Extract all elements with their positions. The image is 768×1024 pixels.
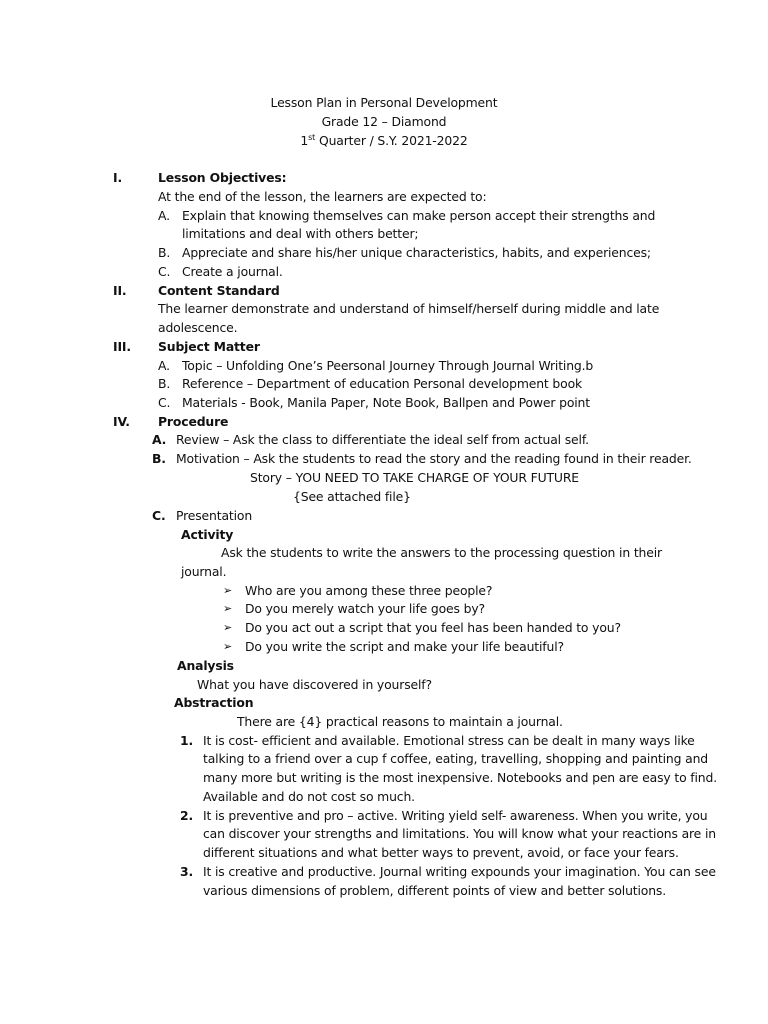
quarter-line: 1st Quarter / S.Y. 2021-2022 — [300, 132, 468, 148]
list-item: Presentation — [176, 508, 253, 523]
section-heading: Content Standard — [158, 283, 280, 298]
list-item: Materials - Book, Manila Paper, Note Book, Ballpen and Power point — [182, 395, 590, 410]
list-letter: B. — [158, 376, 171, 391]
section-number: III. — [113, 339, 131, 354]
list-letter: B. — [152, 451, 166, 466]
list-item: Motivation – Ask the students to read the story and the reading found in their reader. — [176, 451, 692, 466]
arrow-bullet-icon: ➢ — [223, 602, 233, 615]
list-item: Review – Ask the class to differentiate the ideal self from actual self. — [176, 432, 589, 447]
reason-line: various dimensions of problem, different points of view and better solutions. — [203, 883, 667, 898]
section-number: IV. — [113, 414, 130, 429]
story-title: Story – YOU NEED TO TAKE CHARGE OF YOUR FUTURE — [250, 470, 579, 485]
arrow-bullet-icon: ➢ — [223, 584, 233, 597]
list-letter: C. — [152, 508, 166, 523]
activity-heading: Activity — [181, 527, 234, 542]
arrow-bullet-icon: ➢ — [223, 640, 233, 653]
reason-line: many more but writing is the most inexpensive. Notebooks and pen are easy to find. — [203, 770, 717, 785]
question-item: Do you write the script and make your life beautiful? — [245, 639, 564, 654]
list-item-continued: limitations and deal with others better; — [182, 226, 419, 241]
list-item: Appreciate and share his/her unique characteristics, habits, and experiences; — [182, 245, 651, 260]
list-item: Explain that knowing themselves can make person accept their strengths and — [182, 208, 656, 223]
list-number: 3. — [180, 864, 194, 879]
paragraph-line: Ask the students to write the answers to the processing question in their — [221, 545, 662, 560]
analysis-heading: Analysis — [177, 658, 234, 673]
paragraph-line: journal. — [181, 564, 227, 579]
reason-line: talking to a friend over a cup f coffee, eating, travelling, shopping and painting and — [203, 751, 708, 766]
section-heading: Lesson Objectives: — [158, 170, 287, 185]
list-letter: A. — [158, 358, 170, 373]
reason-line: It is cost- efficient and available. Emotional stress can be dealt in many ways like — [203, 733, 695, 748]
section-number: I. — [113, 170, 123, 185]
grade-line: Grade 12 – Diamond — [321, 114, 447, 129]
reason-line: It is creative and productive. Journal writing expounds your imagination. You can see — [203, 864, 716, 879]
question-item: Do you act out a script that you feel has been handed to you? — [245, 620, 621, 635]
question-item: Do you merely watch your life goes by? — [245, 601, 485, 616]
section-heading: Procedure — [158, 414, 229, 429]
reason-line: It is preventive and pro – active. Writing yield self- awareness. When you write, you — [203, 808, 708, 823]
list-item: Create a journal. — [182, 264, 283, 279]
list-letter: C. — [158, 264, 171, 279]
list-letter: C. — [158, 395, 171, 410]
document-title: Lesson Plan in Personal Development — [270, 95, 498, 110]
arrow-bullet-icon: ➢ — [223, 621, 233, 634]
list-letter: A. — [152, 432, 167, 447]
objectives-intro: At the end of the lesson, the learners are expected to: — [158, 189, 487, 204]
paragraph-line: adolescence. — [158, 320, 238, 335]
reason-line: Available and do not cost so much. — [203, 789, 415, 804]
list-number: 1. — [180, 733, 194, 748]
abstraction-intro: There are {4} practical reasons to maintain a journal. — [237, 714, 563, 729]
see-attached-note: {See attached file} — [293, 489, 411, 504]
analysis-question: What you have discovered in yourself? — [197, 677, 432, 692]
paragraph-line: The learner demonstrate and understand of himself/herself during middle and late — [158, 301, 660, 316]
question-item: Who are you among these three people? — [245, 583, 493, 598]
reason-line: can discover your strengths and limitations. You will know what your reactions are in — [203, 826, 716, 841]
abstraction-heading: Abstraction — [174, 695, 254, 710]
list-number: 2. — [180, 808, 194, 823]
list-letter: A. — [158, 208, 170, 223]
section-number: II. — [113, 283, 127, 298]
section-heading: Subject Matter — [158, 339, 260, 354]
reason-line: different situations and what better ways to prevent, avoid, or face your fears. — [203, 845, 679, 860]
list-letter: B. — [158, 245, 171, 260]
list-item: Reference – Department of education Personal development book — [182, 376, 583, 391]
list-item: Topic – Unfolding One’s Peersonal Journey Through Journal Writing.b — [182, 358, 594, 373]
